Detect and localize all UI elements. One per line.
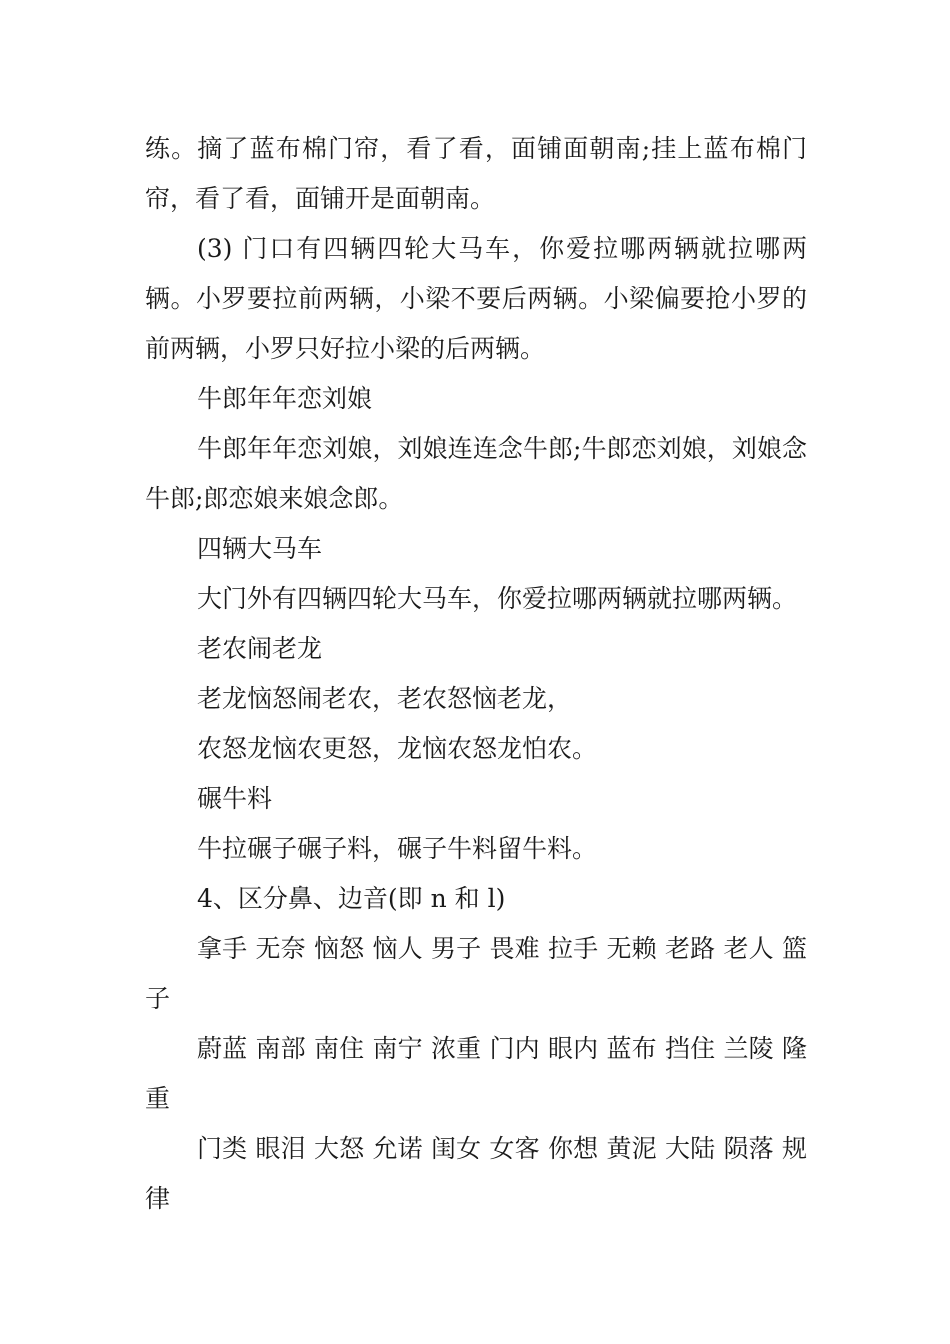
paragraph-niulang: 牛郎年年恋刘娘，刘娘连连念牛郎;牛郎恋刘娘，刘娘念牛郎;郎恋娘来娘念郎。: [145, 434, 807, 513]
word-list-1: 拿手 无奈 恼怒 恼人 男子 畏难 拉手 无赖 老路 老人 篮子: [145, 934, 807, 1013]
paragraph-tongue-twister-3: (3) 门口有四辆四轮大马车，你爱拉哪两辆就拉哪两辆。小罗要拉前两辆，小梁不要后两辆。小梁偏要抢小罗的前两辆，小罗只好拉小梁的后两辆。: [145, 234, 807, 363]
paragraph-continuation: 练。摘了蓝布棉门帘，看了看，面铺面朝南;挂上蓝布棉门帘，看了看，面铺开是面朝南。: [145, 134, 807, 213]
heading-niulang: 牛郎年年恋刘娘: [197, 384, 373, 413]
paragraph-four-carts: 大门外有四辆四轮大马车，你爱拉哪两辆就拉哪两辆。: [197, 584, 798, 613]
paragraph-old-farmer-2: 农怒龙恼农更怒，龙恼农怒龙怕农。: [197, 734, 598, 763]
paragraph-grind-feed: 牛拉碾子碾子料，碾子牛料留牛料。: [197, 834, 598, 863]
heading-old-farmer: 老农闹老龙: [197, 634, 323, 663]
document-body: [145, 124, 807, 1224]
heading-four-carts: 四辆大马车: [197, 534, 323, 563]
word-list-2: 蔚蓝 南部 南住 南宁 浓重 门内 眼内 蓝布 挡住 兰陵 隆重: [145, 1034, 807, 1113]
heading-grind-feed: 碾牛料: [197, 784, 273, 813]
paragraph-old-farmer-1: 老龙恼怒闹老农，老农怒恼老龙，: [197, 684, 573, 713]
section-heading-nasal-lateral: 4、区分鼻、边音(即 n 和 l): [197, 884, 506, 913]
word-list-3: 门类 眼泪 大怒 允诺 闺女 女客 你想 黄泥 大陆 陨落 规律: [145, 1134, 807, 1213]
